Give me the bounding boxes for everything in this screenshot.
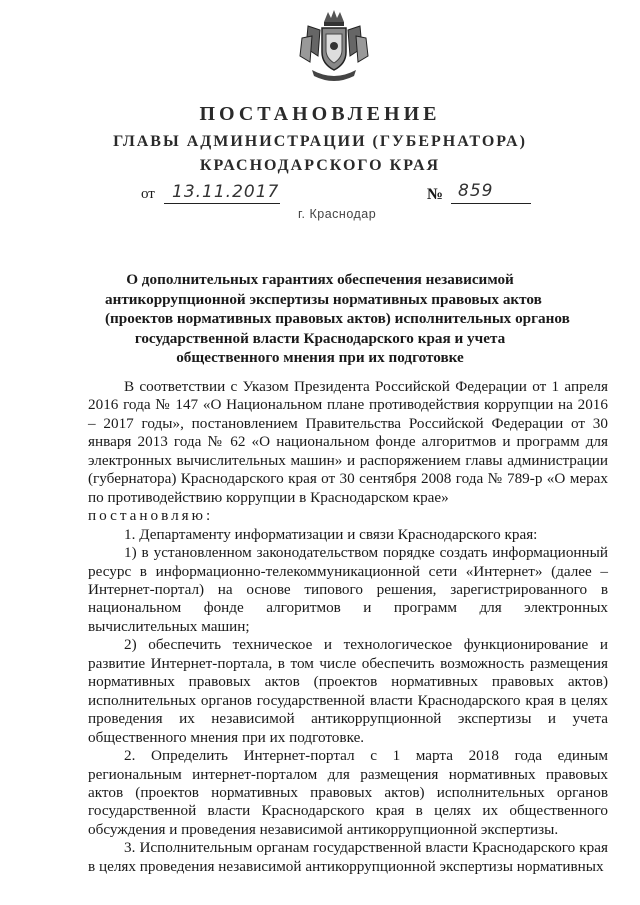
date-prefix: от (141, 186, 155, 202)
clause-1-1: 1) в установленном законодательством порядке создать информационный ресурс в информационно-телекоммуникационной сети «Интернет» (далее – Интернет-портал) на основе типового решения, зарегистрированного в национальном фонде алгоритмов и программ для электронных вычислительных машин; (88, 544, 608, 635)
document-number: 859 (458, 181, 494, 201)
clause-1: 1. Департаменту информатизации и связи Краснодарского края: (124, 525, 538, 543)
clause-1-2: 2) обеспечить техническое и технологическое функционирование и развитие Интернет-портала, в том числе обеспечить возможность размещения нормативных правовых актов (проектов нормативных правовых актов) исполнительных органов государственной власти Краснодарского края в целях проведения их независимой антикоррупционной экспертизы и учета общественного мнения при их подготовке. (88, 636, 608, 746)
krasnodar-coat-of-arms-icon (298, 8, 370, 86)
document-type: ПОСТАНОВЛЕНИЕ (199, 103, 441, 125)
region: КРАСНОДАРСКОГО КРАЯ (199, 157, 441, 174)
title-line: общественного мнения при их подготовке (176, 349, 464, 367)
title-line: (проектов нормативных правовых актов) исполнительных органов (105, 310, 570, 328)
document-date: 13.11.2017 (172, 182, 280, 202)
resolve-word: постановляю: (88, 507, 214, 525)
document-body (88, 378, 608, 876)
document-title (105, 270, 570, 368)
number-prefix: № (427, 186, 444, 203)
title-line: антикоррупционной экспертизы нормативных правовых актов (105, 290, 542, 308)
clause-2: 2. Определить Интернет-портал с 1 марта 2018 года единым региональным интернет-порталом для размещения нормативных правовых актов (проектов нормативных правовых актов) исполнительных органов государственной власти Краснодарского края в целях их общественного обсуждения и проведения независимой антикоррупционной экспертизы. (88, 747, 608, 838)
preamble-paragraph: В соответствии с Указом Президента Российской Федерации от 1 апреля 2016 года № 147 «О Национальном плане противодействия коррупции на 2016 – 2017 годы», постановлением Правительства Российской Федерации от 30 января 2013 года № 62 «О национальном фонде алгоритмов и программ для электронных вычислительных машин» и распоряжением главы администрации (губернатора) Краснодарского края от 30 сентября 2008 года № 789-р «О мерах по противодействию коррупции в Краснодарском крае» (88, 378, 608, 506)
title-line: О дополнительных гарантиях обеспечения независимой (126, 271, 514, 288)
clause-3: 3. Исполнительным органам государственной власти Краснодарского края в целях проведения независимой антикоррупционной экспертизы нормативных (88, 839, 608, 875)
title-line: государственной власти Краснодарского края и учета (134, 329, 506, 347)
issuer: ГЛАВЫ АДМИНИСТРАЦИИ (ГУБЕРНАТОРА) (113, 133, 527, 150)
date-underline (164, 203, 280, 204)
number-underline (451, 203, 531, 204)
city: г. Краснодар (298, 207, 377, 221)
